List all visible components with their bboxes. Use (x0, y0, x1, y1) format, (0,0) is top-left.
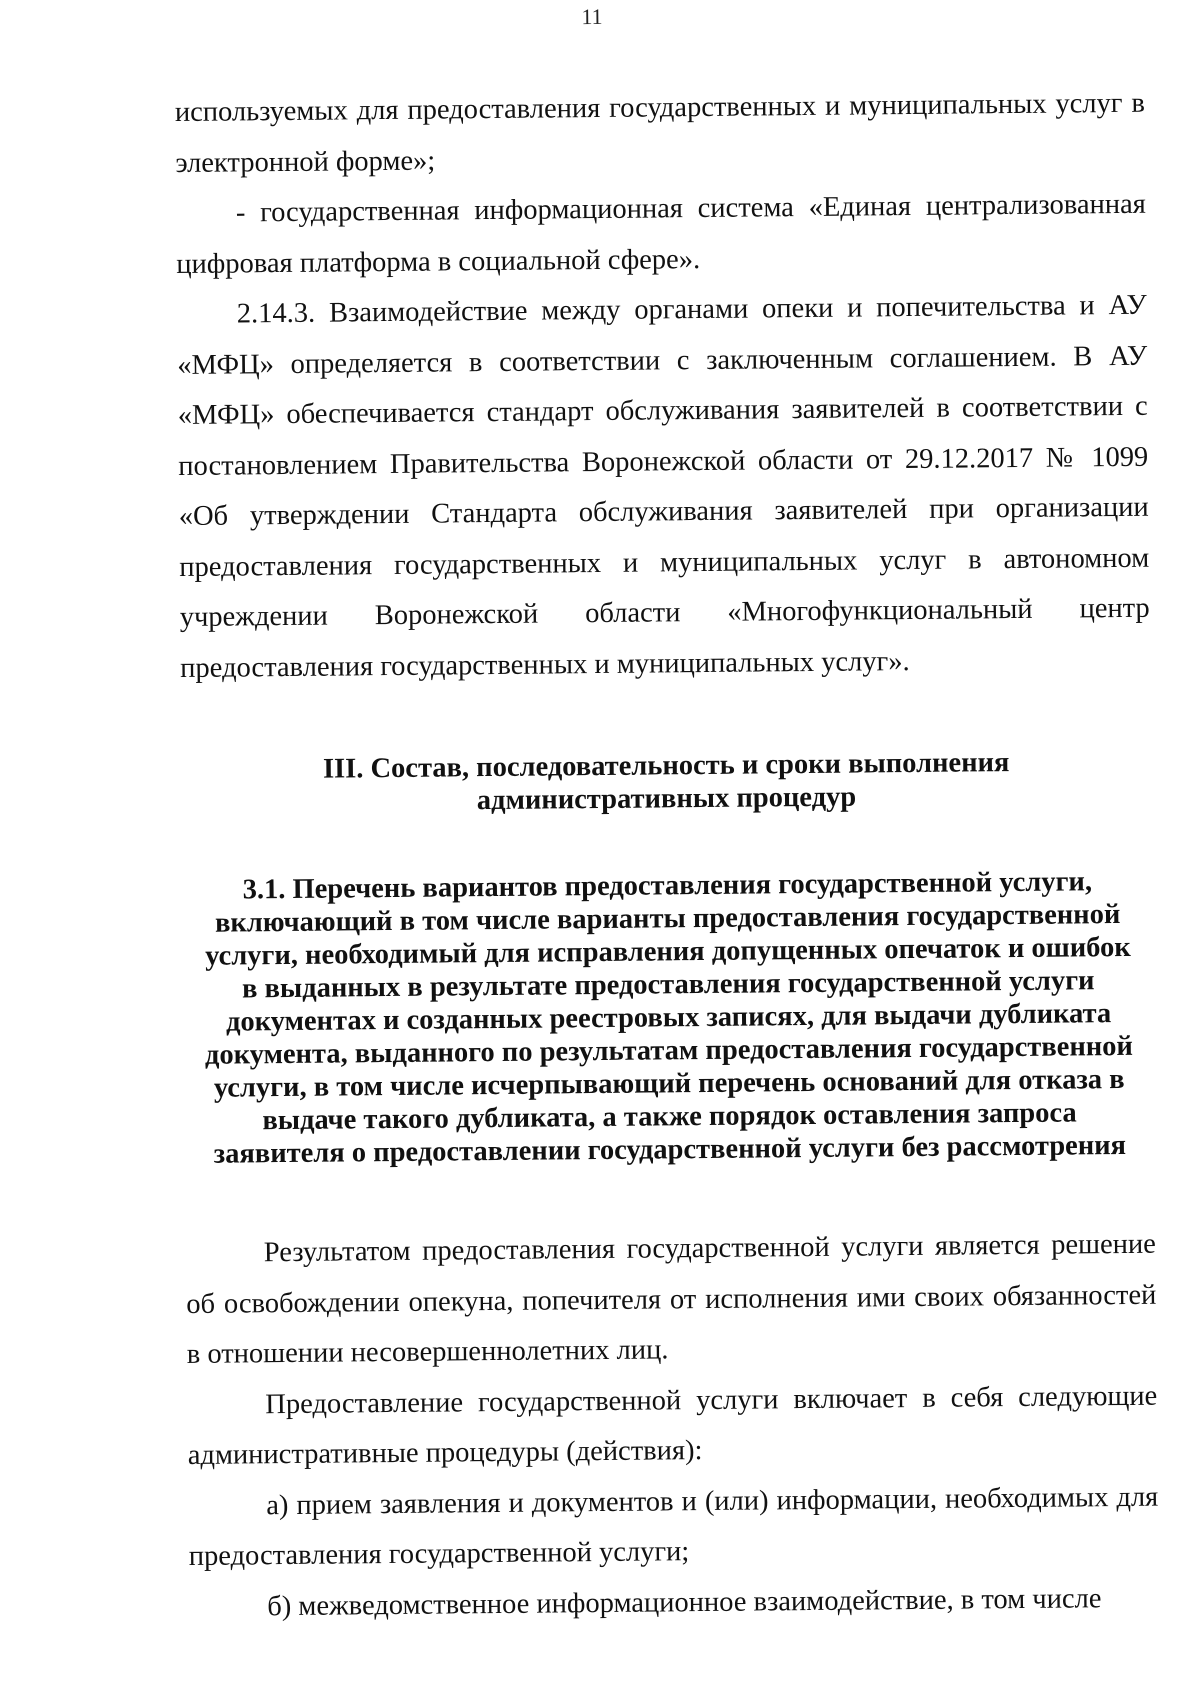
subsection-heading-line: включающий в том числе варианты предоставления государственной (214, 899, 1121, 939)
page-number: 11 (581, 3, 603, 30)
paragraph-result: Результатом предоставления государственной услуги является решение об освобождении опекуна, попечителя от исполнения ими своих обязанностей в отношении несовершеннолетних лиц. (186, 1228, 1157, 1370)
subsection-heading-line: услуги, необходимый для исправления допущенных опечаток и ошибок (205, 931, 1131, 972)
section-heading-line: III. Состав, последовательность и сроки выполнения (322, 747, 1010, 785)
paragraph-item-a: а) прием заявления и документов и (или) информации, необходимых для предоставления государственной услуги; (188, 1481, 1159, 1572)
subsection-heading-line: заявителя о предоставлении государственной услуги без рассмотрения (213, 1129, 1127, 1170)
paragraph-block (186, 1220, 1160, 1633)
subsection-heading-line: документа, выданного по результатам предоставления государственной (204, 1030, 1134, 1071)
subsection-heading-line: документах и созданных реестровых записях, для выдачи дубликата (225, 998, 1112, 1038)
paragraph-list-item: - государственная информационная система «Единая централизованная цифровая платформа в социальной сфере». (176, 188, 1146, 280)
paragraph-2-14-3: 2.14.3. Взаимодействие между органами опеки и попечительства и АУ «МФЦ» определяется в соответствии с заключенным соглашением. В АУ «МФЦ» обеспечивается стандарт обслуживания заявителей в соответствии с постановлением Правительства Воронежской области от 29.12.2017 № 1099 «Об утверждении Стандарта обслуживания заявителей при организации предоставления государственных и муниципальных услуг в автономном учреждении Воронежской области «Многофункциональный центр предоставления государственных и муниципальных услуг». (177, 289, 1150, 684)
section-heading-line: административных процедур (476, 781, 857, 817)
subsection-heading-line: услуги, в том числе исчерпывающий перечень оснований для отказа в (213, 1063, 1125, 1104)
subsection-heading-line: выдаче такого дубликата, а также порядок оставления запроса (262, 1097, 1077, 1137)
subsection-heading (182, 865, 1155, 1171)
subsection-heading-line: 3.1. Перечень вариантов предоставления государственной услуги, (242, 866, 1093, 906)
document-content (175, 79, 1160, 1633)
section-heading (181, 745, 1152, 820)
paragraph-procedures: Предоставление государственной услуги включает в себя следующие административные процедуры (действия): (187, 1380, 1158, 1471)
paragraph-continuation: используемых для предоставления государственных и муниципальных услуг в электронной форме»; (174, 87, 1145, 179)
paragraph-item-b: б) межведомственное информационное взаимодействие, в том числе (267, 1582, 1102, 1622)
subsection-heading-line: в выданных в результате предоставления государственной услуги (241, 965, 1095, 1005)
